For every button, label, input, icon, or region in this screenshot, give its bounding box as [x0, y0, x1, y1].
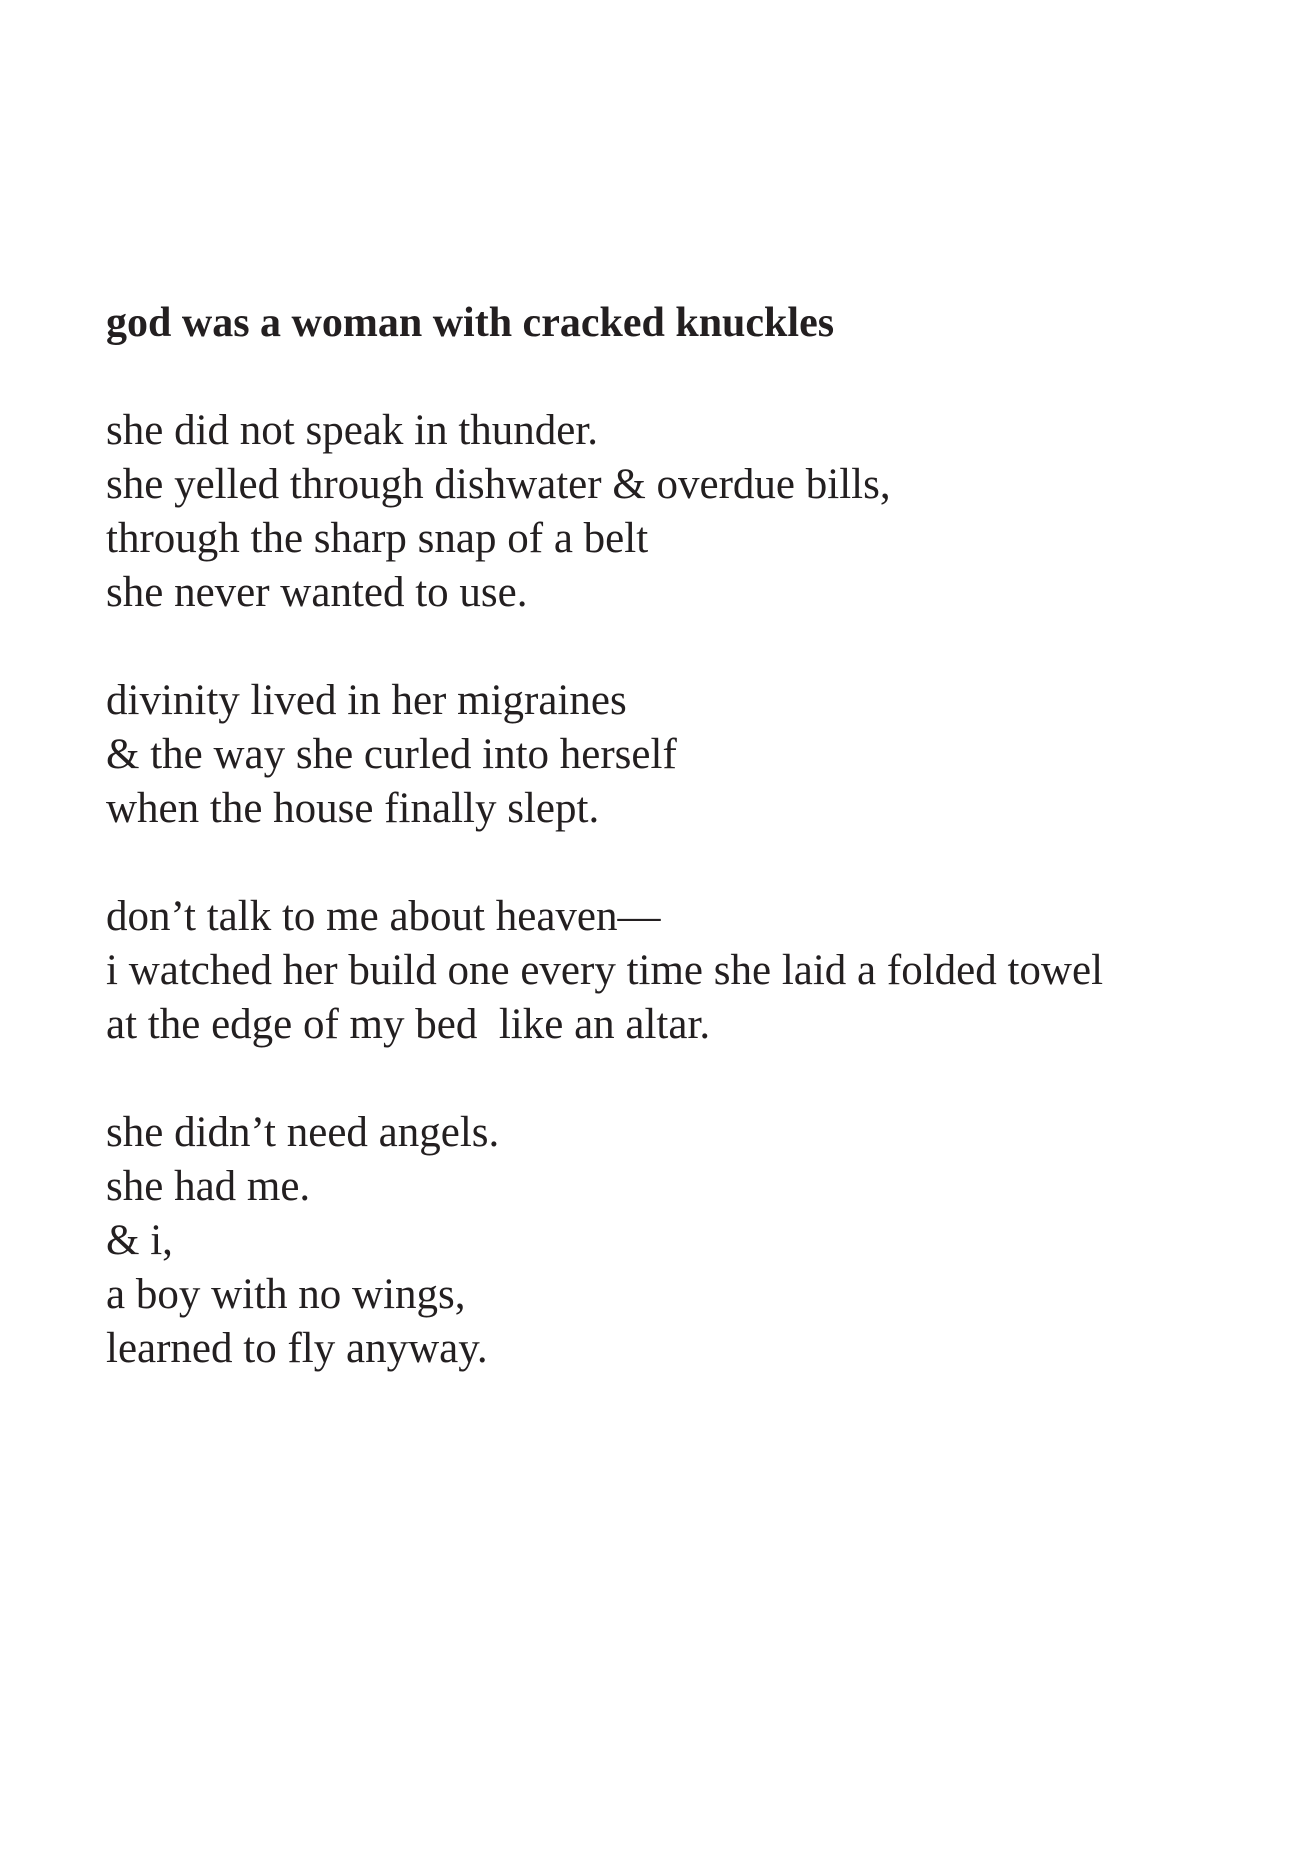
stanza-3 — [106, 890, 1286, 1052]
poem-line: learned to fly anyway. — [106, 1325, 488, 1372]
stanza-1 — [106, 404, 1286, 620]
poem-stanzas — [106, 404, 1286, 1376]
poem-line: she had me. — [106, 1163, 311, 1210]
poem-line: don’t talk to me about heaven— — [106, 893, 661, 940]
poem-line: she never wanted to use. — [106, 569, 528, 616]
stanza-2 — [106, 674, 1286, 836]
poem — [106, 296, 1286, 1430]
poem-line: i watched her build one every time she laid a folded towel — [106, 947, 1104, 994]
poem-line: she didn’t need angels. — [106, 1109, 500, 1156]
poem-line: a boy with no wings, — [106, 1271, 466, 1318]
stanza-4 — [106, 1106, 1286, 1376]
poem-title: god was a woman with cracked knuckles — [106, 300, 835, 346]
poem-line: when the house finally slept. — [106, 785, 600, 832]
poem-line: & the way she curled into herself — [106, 731, 677, 778]
poem-line: at the edge of my bed like an altar. — [106, 1001, 711, 1048]
poem-line: she did not speak in thunder. — [106, 407, 599, 454]
poem-line: through the sharp snap of a belt — [106, 515, 649, 562]
poem-line: & i, — [106, 1217, 173, 1264]
poem-line: divinity lived in her migraines — [106, 677, 627, 724]
poem-line: she yelled through dishwater & overdue bills, — [106, 461, 891, 508]
